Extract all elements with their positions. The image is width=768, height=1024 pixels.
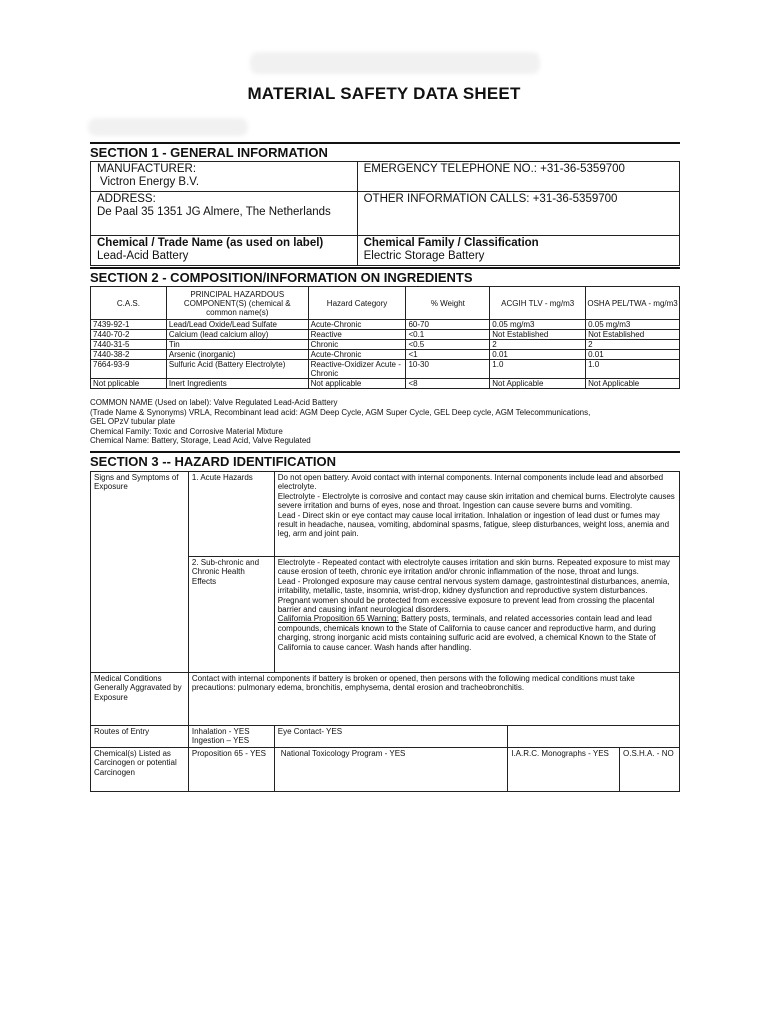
scan-smudge [88,118,248,136]
chronic-para: Electrolyte - Repeated contact with electrolyte causes irritation and skin burns. Repeated exposure to mist may cause erosion of teeth, chronic eye irritation and/or chronic inflammation of the nose, throat and lungs. [277,558,670,577]
carcinogen-ntp: National Toxicology Program - YES [274,747,507,791]
chemical-family-label: Chemical Family / Classification [363,237,539,249]
ingredient-cas-cell: 7440-31-5 [91,340,167,350]
col-header-component: PRINCIPAL HAZARDOUS COMPONENT(S) (chemical & common name(s) [166,287,308,320]
col-header-hazard: Hazard Category [308,287,406,320]
ingredient-row [91,340,680,350]
carcinogen-osha: O.S.H.A. - NO [620,747,680,791]
chronic-effects-text [274,557,679,673]
carcinogen-label: Chemical(s) Listed as Carcinogen or potential Carcinogen [91,747,189,791]
signs-symptoms-label: Signs and Symptoms of Exposure [91,472,189,673]
chemical-family-value: Electric Storage Battery [363,250,485,262]
ingredient-cas-cell: 7664-93-9 [91,360,167,379]
manufacturer-value: Victron Energy B.V. [100,176,200,188]
ingredient-osha-cell: 0.01 [586,350,680,360]
ingredient-hazard-cell: Acute-Chronic [308,320,406,330]
ingredient-osha-cell: 0.05 mg/m3 [586,320,680,330]
ingredient-component-cell: Calcium (lead calcium alloy) [166,330,308,340]
ingredient-row [91,350,680,360]
medical-conditions-label: Medical Conditions Generally Aggravated by Exposure [91,673,189,726]
ingredient-hazard-cell: Not applicable [308,379,406,389]
note-line: Chemical Family: Toxic and Corrosive Material Mixture [90,426,283,436]
hazard-identification-table [90,471,680,792]
other-info-phone: OTHER INFORMATION CALLS: +31-36-5359700 [357,192,679,236]
ingredient-weight-cell: <0.5 [406,340,490,350]
ingredient-component-cell: Lead/Lead Oxide/Lead Sulfate [166,320,308,330]
address-cell [91,192,358,236]
ingredient-cas-cell: 7440-70-2 [91,330,167,340]
ingredient-weight-cell: <0.1 [406,330,490,340]
routes-of-entry-label: Routes of Entry [91,726,189,748]
ingredient-component-cell: Inert Ingredients [166,379,308,389]
acute-para: Do not open battery. Avoid contact with internal components. Internal components include lead and absorbed electrolyte. [277,473,664,492]
routes-empty-cell [508,726,680,748]
note-line: GEL OPzV tubular plate [90,417,176,426]
ingredient-hazard-cell: Reactive [308,330,406,340]
note-line: (Trade Name & Synonyms) VRLA, Recombinant lead acid: AGM Deep Cycle, AGM Super Cycle, GEL Deep cycle, AGM Telecommunications, [90,407,591,417]
ingredient-row [91,360,680,379]
note-line: COMMON NAME (Used on label): Valve Regulated Lead-Acid Battery [90,398,338,407]
chronic-effects-label: 2. Sub-chronic and Chronic Health Effects [188,557,274,673]
chemical-family-cell [357,236,679,266]
ingredient-weight-cell: <8 [406,379,490,389]
general-info-table [90,161,680,266]
address-label: ADDRESS: [97,193,156,205]
carcinogen-prop65: Proposition 65 - YES [188,747,274,791]
trade-name-cell [91,236,358,266]
medical-conditions-text: Contact with internal components if battery is broken or opened, then persons with the following medical conditions must take precautions: pulmonary edema, bronchitis, emphysema, dental erosion and tracheobronchitis. [188,673,679,726]
address-value: De Paal 35 1351 JG Almere, The Netherlands [97,206,331,218]
ingredient-component-cell: Arsenic (inorganic) [166,350,308,360]
col-header-osha: OSHA PEL/TWA - mg/m3 [586,287,680,320]
ingredient-acgih-cell: 2 [490,340,586,350]
prop65-label: California Proposition 65 Warning: [277,614,399,624]
section-3-heading: SECTION 3 -- HAZARD IDENTIFICATION [90,451,680,469]
ingredient-acgih-cell: 1.0 [490,360,586,379]
chronic-para: Lead - Prolonged exposure may cause central nervous system damage, gastrointestinal disturbances, anemia, irritability, metallic, taste, insomnia, wrist-drop, kidney dysfunction and reproductive system disturbances. Pregnant women should be protected from excessive exposure to prevent lead from crossing the placental barrier and causing infant neurological disorders. [277,576,670,615]
trade-name-label: Chemical / Trade Name (as used on label) [97,237,324,249]
ingredient-hazard-cell: Acute-Chronic [308,350,406,360]
ingredient-weight-cell: <1 [406,350,490,360]
emergency-phone: EMERGENCY TELEPHONE NO.: +31-36-5359700 [357,162,679,192]
manufacturer-cell [91,162,358,192]
col-header-weight: % Weight [406,287,490,320]
acute-hazards-text [274,472,679,557]
carcinogen-iarc: I.A.R.C. Monographs - YES [508,747,620,791]
acute-hazards-label: 1. Acute Hazards [188,472,274,557]
ingredient-weight-cell: 10-30 [406,360,490,379]
ingredient-component-cell: Tin [166,340,308,350]
ingredient-osha-cell: 2 [586,340,680,350]
col-header-acgih: ACGIH TLV - mg/m3 [490,287,586,320]
ingredient-cas-cell: 7440-38-2 [91,350,167,360]
ingredient-row [91,320,680,330]
manufacturer-label: MANUFACTURER: [97,163,197,175]
route-ingestion: Ingestion – YES [191,736,250,746]
note-line: Chemical Name: Battery, Storage, Lead Acid, Valve Regulated [90,436,311,445]
ingredient-acgih-cell: Not Established [490,330,586,340]
ingredient-osha-cell: 1.0 [586,360,680,379]
ingredient-notes [90,398,690,446]
prop65-text: Battery posts, terminals, and related accessories contain lead and lead compounds, chemicals known to the State of California to cause cancer and reproductive harm, and during charging, strong inorganic acid mists containing sulfuric acid are evolved, a chemical Known to the State of California to cause cancer. Wash hands after handling. [277,614,656,652]
trade-name-value: Lead-Acid Battery [97,250,189,262]
routes-inhalation-ingestion [188,726,274,748]
ingredients-table [90,286,680,389]
ingredient-osha-cell: Not Applicable [586,379,680,389]
ingredient-component-cell: Sulfuric Acid (Battery Electrolyte) [166,360,308,379]
acute-para: Lead - Direct skin or eye contact may cause local irritation. Inhalation or ingestion of lead dust or fumes may result in headache, nausea, vomiting, abdominal spasms, fatigue, sleep disturbances, weight loss, anemia and leg, arm and joint pain. [277,510,670,539]
section-1-heading: SECTION 1 - GENERAL INFORMATION [90,142,680,160]
ingredient-cas-cell: 7439-92-1 [91,320,167,330]
scan-smudge [250,52,540,74]
acute-para: Electrolyte - Electrolyte is corrosive and contact may cause skin irritation and chemical burns. Electrolyte causes severe irritation and burns of eyes, nose and throat. Ingestion can cause severe burns and vomiting. [277,491,675,511]
ingredient-hazard-cell: Chronic [308,340,406,350]
col-header-cas: C.A.S. [91,287,167,320]
route-inhalation: Inhalation - YES [191,727,250,736]
section-2-heading: SECTION 2 - COMPOSITION/INFORMATION ON INGREDIENTS [90,267,680,285]
page-title: MATERIAL SAFETY DATA SHEET [247,84,521,103]
ingredient-row [91,330,680,340]
ingredient-acgih-cell: 0.05 mg/m3 [490,320,586,330]
ingredient-acgih-cell: Not Applicable [490,379,586,389]
route-eye-contact: Eye Contact- YES [274,726,507,748]
ingredient-cas-cell: Not pplicable [91,379,167,389]
ingredient-row [91,379,680,389]
ingredient-osha-cell: Not Established [586,330,680,340]
prop65-para [278,614,676,652]
ingredient-hazard-cell: Reactive-Oxidizer Acute -Chronic [308,360,406,379]
ingredient-acgih-cell: 0.01 [490,350,586,360]
ingredient-weight-cell: 60-70 [406,320,490,330]
